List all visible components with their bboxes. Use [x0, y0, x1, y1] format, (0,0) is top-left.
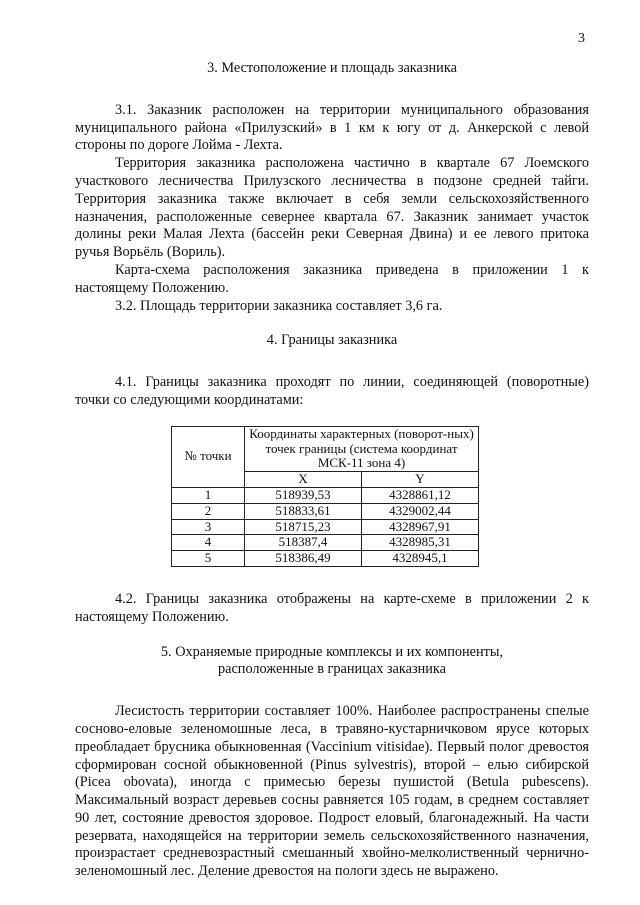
- paragraph-5-forest: Лесистость территории составляет 100%. Наиболее распространены спелые сосново-еловые зеленомошные леса, в травяно-кустарничковом ярусе которых преобладает брусника обыкновенная (Vaccinium vitisidae). Первый полог древостоя сформирован сосной обыкновенной (Pinus sylvestris), второй – елью сибирской (Picea obovata), иногда с примесью березы пушистой (Betula pubescens). Максимальный возраст деревьев сосны равняется 105 годам, в среднем составляет 90 лет, состояние древостоя здоровое. Подрост еловый, благонадежный. На части резервата, находящейся на территории земель сельскохозяйственного назначения, произрастает средневозрастный смешанный хвойно-мелколиственный чернично-зеленомошный лес. Деление древостоя на пологи здесь не выражено.: [75, 703, 589, 880]
- cell-x: 518939,53: [245, 487, 362, 503]
- cell-y: 4329002,44: [362, 503, 479, 519]
- page-number: 3: [578, 31, 585, 46]
- cell-point: 4: [172, 535, 245, 551]
- paragraph-3-1: 3.1. Заказник расположен на территории муниципального образования муниципального района «Прилузский» в 1 км к югу от д. Анкерской с левой стороны по дороге Лойма - Лехта.: [75, 101, 589, 154]
- cell-point: 3: [172, 519, 245, 535]
- cell-y: 4328985,31: [362, 535, 479, 551]
- table-header-coords: Координаты характерных (поворот-ных) точек границы (система координат МСК-11 зона 4): [245, 426, 479, 471]
- paragraph-3-2: 3.2. Площадь территории заказника составляет 3,6 га.: [115, 297, 443, 314]
- cell-y: 4328967,91: [362, 519, 479, 535]
- cell-y: 4328945,1: [362, 551, 479, 567]
- cell-point: 2: [172, 503, 245, 519]
- cell-x: 518833,61: [245, 503, 362, 519]
- paragraph-map-scheme: Карта-схема расположения заказника приведена в приложении 1 к настоящему Положению.: [75, 261, 589, 296]
- coordinates-table: [171, 426, 479, 567]
- cell-x: 518387,4: [245, 535, 362, 551]
- cell-point: 5: [172, 551, 245, 567]
- document-body: [75, 60, 589, 881]
- paragraph-territory: Территория заказника расположена частично в квартале 67 Лоемского участкового лесничества Прилузского лесничества в подзоне средней тайги. Территория заказника также включает в себя земли сельскохозяйственного назначения, расположенные севернее квартала 67. Заказник занимает участок долины реки Малая Лехта (бассейн реки Северная Двина) и ее левого притока ручья Ворьёль (Вориль).: [75, 155, 589, 261]
- paragraph-4-2: 4.2. Границы заказника отображены на карте-схеме в приложении 2 к настоящему Положению.: [75, 590, 589, 625]
- cell-y: 4328861,12: [362, 487, 479, 503]
- section-5-heading-line2: расположенные в границах заказника: [217, 661, 447, 678]
- table-header-y: Y: [362, 472, 479, 488]
- table-row: [172, 519, 479, 535]
- table-row: [172, 487, 479, 503]
- section-4-heading: 4. Границы заказника: [266, 332, 398, 349]
- table-row: [172, 503, 479, 519]
- table-header-point: № точки: [172, 426, 245, 487]
- table-header-x: X: [245, 472, 362, 488]
- table-row: [172, 535, 479, 551]
- table-row: [172, 551, 479, 567]
- paragraph-4-1: 4.1. Границы заказника проходят по линии, соединяющей (поворотные) точки со следующими координатами:: [75, 374, 589, 408]
- section-5-heading-line1: 5. Охраняемые природные комплексы и их компоненты,: [160, 643, 504, 660]
- cell-x: 518386,49: [245, 551, 362, 567]
- section-3-heading: 3. Местоположение и площадь заказника: [207, 60, 457, 76]
- cell-point: 1: [172, 487, 245, 503]
- cell-x: 518715,23: [245, 519, 362, 535]
